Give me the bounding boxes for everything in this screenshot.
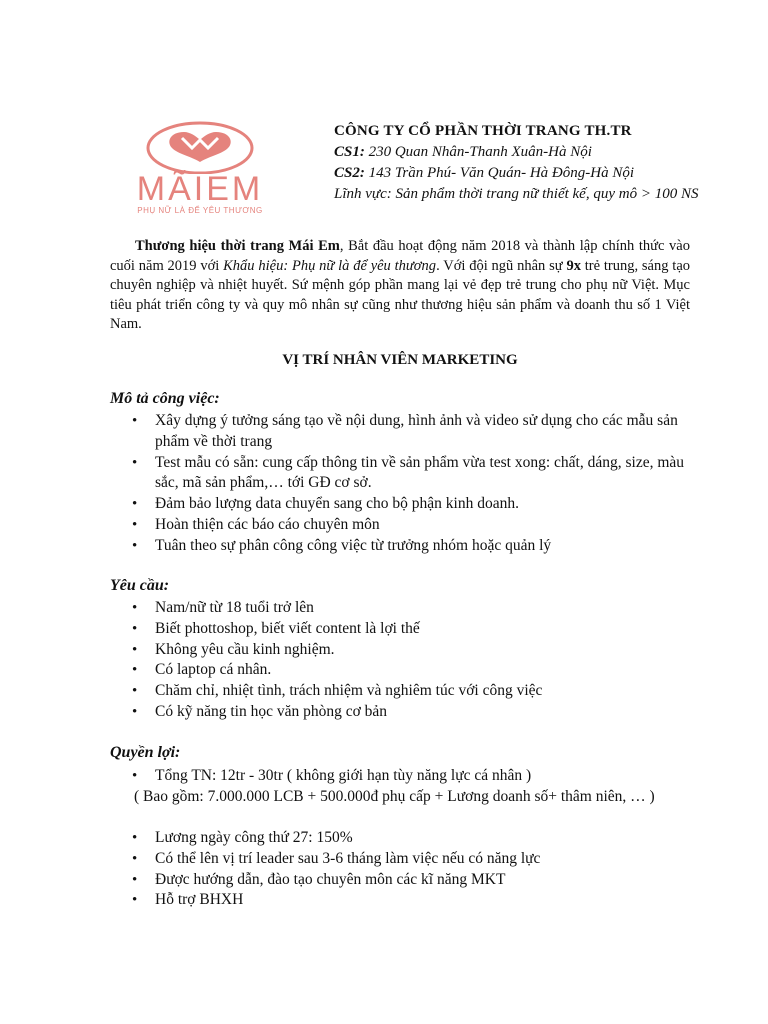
list-item: • Được hướng dẫn, đào tạo chuyên môn các kĩ năng MKT <box>110 870 690 891</box>
position-title: VỊ TRÍ NHÂN VIÊN MARKETING <box>282 352 518 368</box>
list-item: • Test mẫu có sẵn: cung cấp thông tin về sản phẩm vừa test xong: chất, dáng, size, màu sắc, mã sản phẩm,… tới GĐ cơ sở. <box>110 453 690 495</box>
list-item: • Có laptop cá nhân. <box>110 660 690 681</box>
logo-wordmark: MÃIEM <box>136 170 264 208</box>
list-item: • Chăm chỉ, nhiệt tình, trách nhiệm và nghiêm túc với công việc <box>110 681 690 702</box>
benefits-list-first <box>110 766 690 787</box>
intro-brand: Thương hiệu thời trang Mái Em <box>135 238 340 254</box>
logo-emblem-icon <box>140 118 260 174</box>
benefits-list <box>110 828 690 911</box>
intro-paragraph <box>110 237 690 335</box>
intro-slogan: Khẩu hiệu: Phụ nữ là để yêu thương <box>223 257 437 274</box>
benefits-title: Quyền lợi: <box>110 744 181 761</box>
list-item: • Đảm bảo lượng data chuyển sang cho bộ phận kinh doanh. <box>110 494 690 515</box>
company-header <box>334 121 754 205</box>
company-name: CÔNG TY CỔ PHẦN THỜI TRANG TH.TR <box>334 123 632 139</box>
intro-generation: 9x <box>566 257 581 274</box>
branch-1-address: 230 Quan Nhân-Thanh Xuân-Hà Nội <box>364 144 592 160</box>
list-item: • Tuân theo sự phân công công việc từ trưởng nhóm hoặc quản lý <box>110 536 690 557</box>
list-item: • Có thể lên vị trí leader sau 3-6 tháng làm việc nếu có năng lực <box>110 849 690 870</box>
list-item: • Hỗ trợ BHXH <box>110 890 690 911</box>
list-item: • Nam/nữ từ 18 tuổi trở lên <box>110 598 690 619</box>
intro-text-2: . Với đội ngũ nhân sự <box>436 257 567 274</box>
list-item: • Biết phottoshop, biết viết content là lợi thế <box>110 619 690 640</box>
branch-2-label: CS2: <box>334 165 365 181</box>
branch-1 <box>334 142 754 163</box>
salary-detail: ( Bao gồm: 7.000.000 LCB + 500.000đ phụ cấp + Lương doanh số+ thâm niên, … ) <box>134 788 655 805</box>
intro-text-1: , Bắt đầu hoạt động năm 2018 và thành lập chính thức vào cuối năm 2019 với <box>110 238 690 274</box>
job-description-list <box>110 411 690 557</box>
list-item: • Có kỹ năng tin học văn phòng cơ bản <box>110 702 690 723</box>
requirements-list <box>110 598 690 723</box>
business-field: Lĩnh vực: Sản phẩm thời trang nữ thiết kế, quy mô > 100 NS <box>334 186 699 202</box>
job-description-title: Mô tả công việc: <box>110 390 220 407</box>
branch-1-label: CS1: <box>334 144 365 160</box>
list-item: • Tổng TN: 12tr - 30tr ( không giới hạn tùy năng lực cá nhân ) <box>110 766 690 787</box>
requirements-title: Yêu cầu: <box>110 577 170 594</box>
list-item: • Xây dựng ý tưởng sáng tạo về nội dung, hình ảnh và video sử dụng cho các mẫu sản phẩm về thời trang <box>110 411 690 453</box>
list-item: • Không yêu cầu kinh nghiệm. <box>110 640 690 661</box>
list-item: • Hoàn thiện các báo cáo chuyên môn <box>110 515 690 536</box>
branch-2-address: 143 Trần Phú- Văn Quán- Hà Đông-Hà Nội <box>364 165 635 181</box>
logo-tagline: PHỤ NỮ LÀ ĐỂ YÊU THƯƠNG <box>137 206 263 215</box>
list-item: • Lương ngày công thứ 27: 150% <box>110 828 690 849</box>
branch-2 <box>334 163 754 184</box>
brand-logo <box>100 118 300 216</box>
intro-text-3: trẻ trung, sáng tạo chuyên nghiệp và nhiệt huyết. Sứ mệnh góp phần mang lại vẻ đẹp trẻ trung cho phụ nữ Việt. Mục tiêu phát triển công ty và quy mô nhân sự cũng như thương hiệu sản phẩm và doanh thu số 1 Việt Nam. <box>110 257 691 332</box>
